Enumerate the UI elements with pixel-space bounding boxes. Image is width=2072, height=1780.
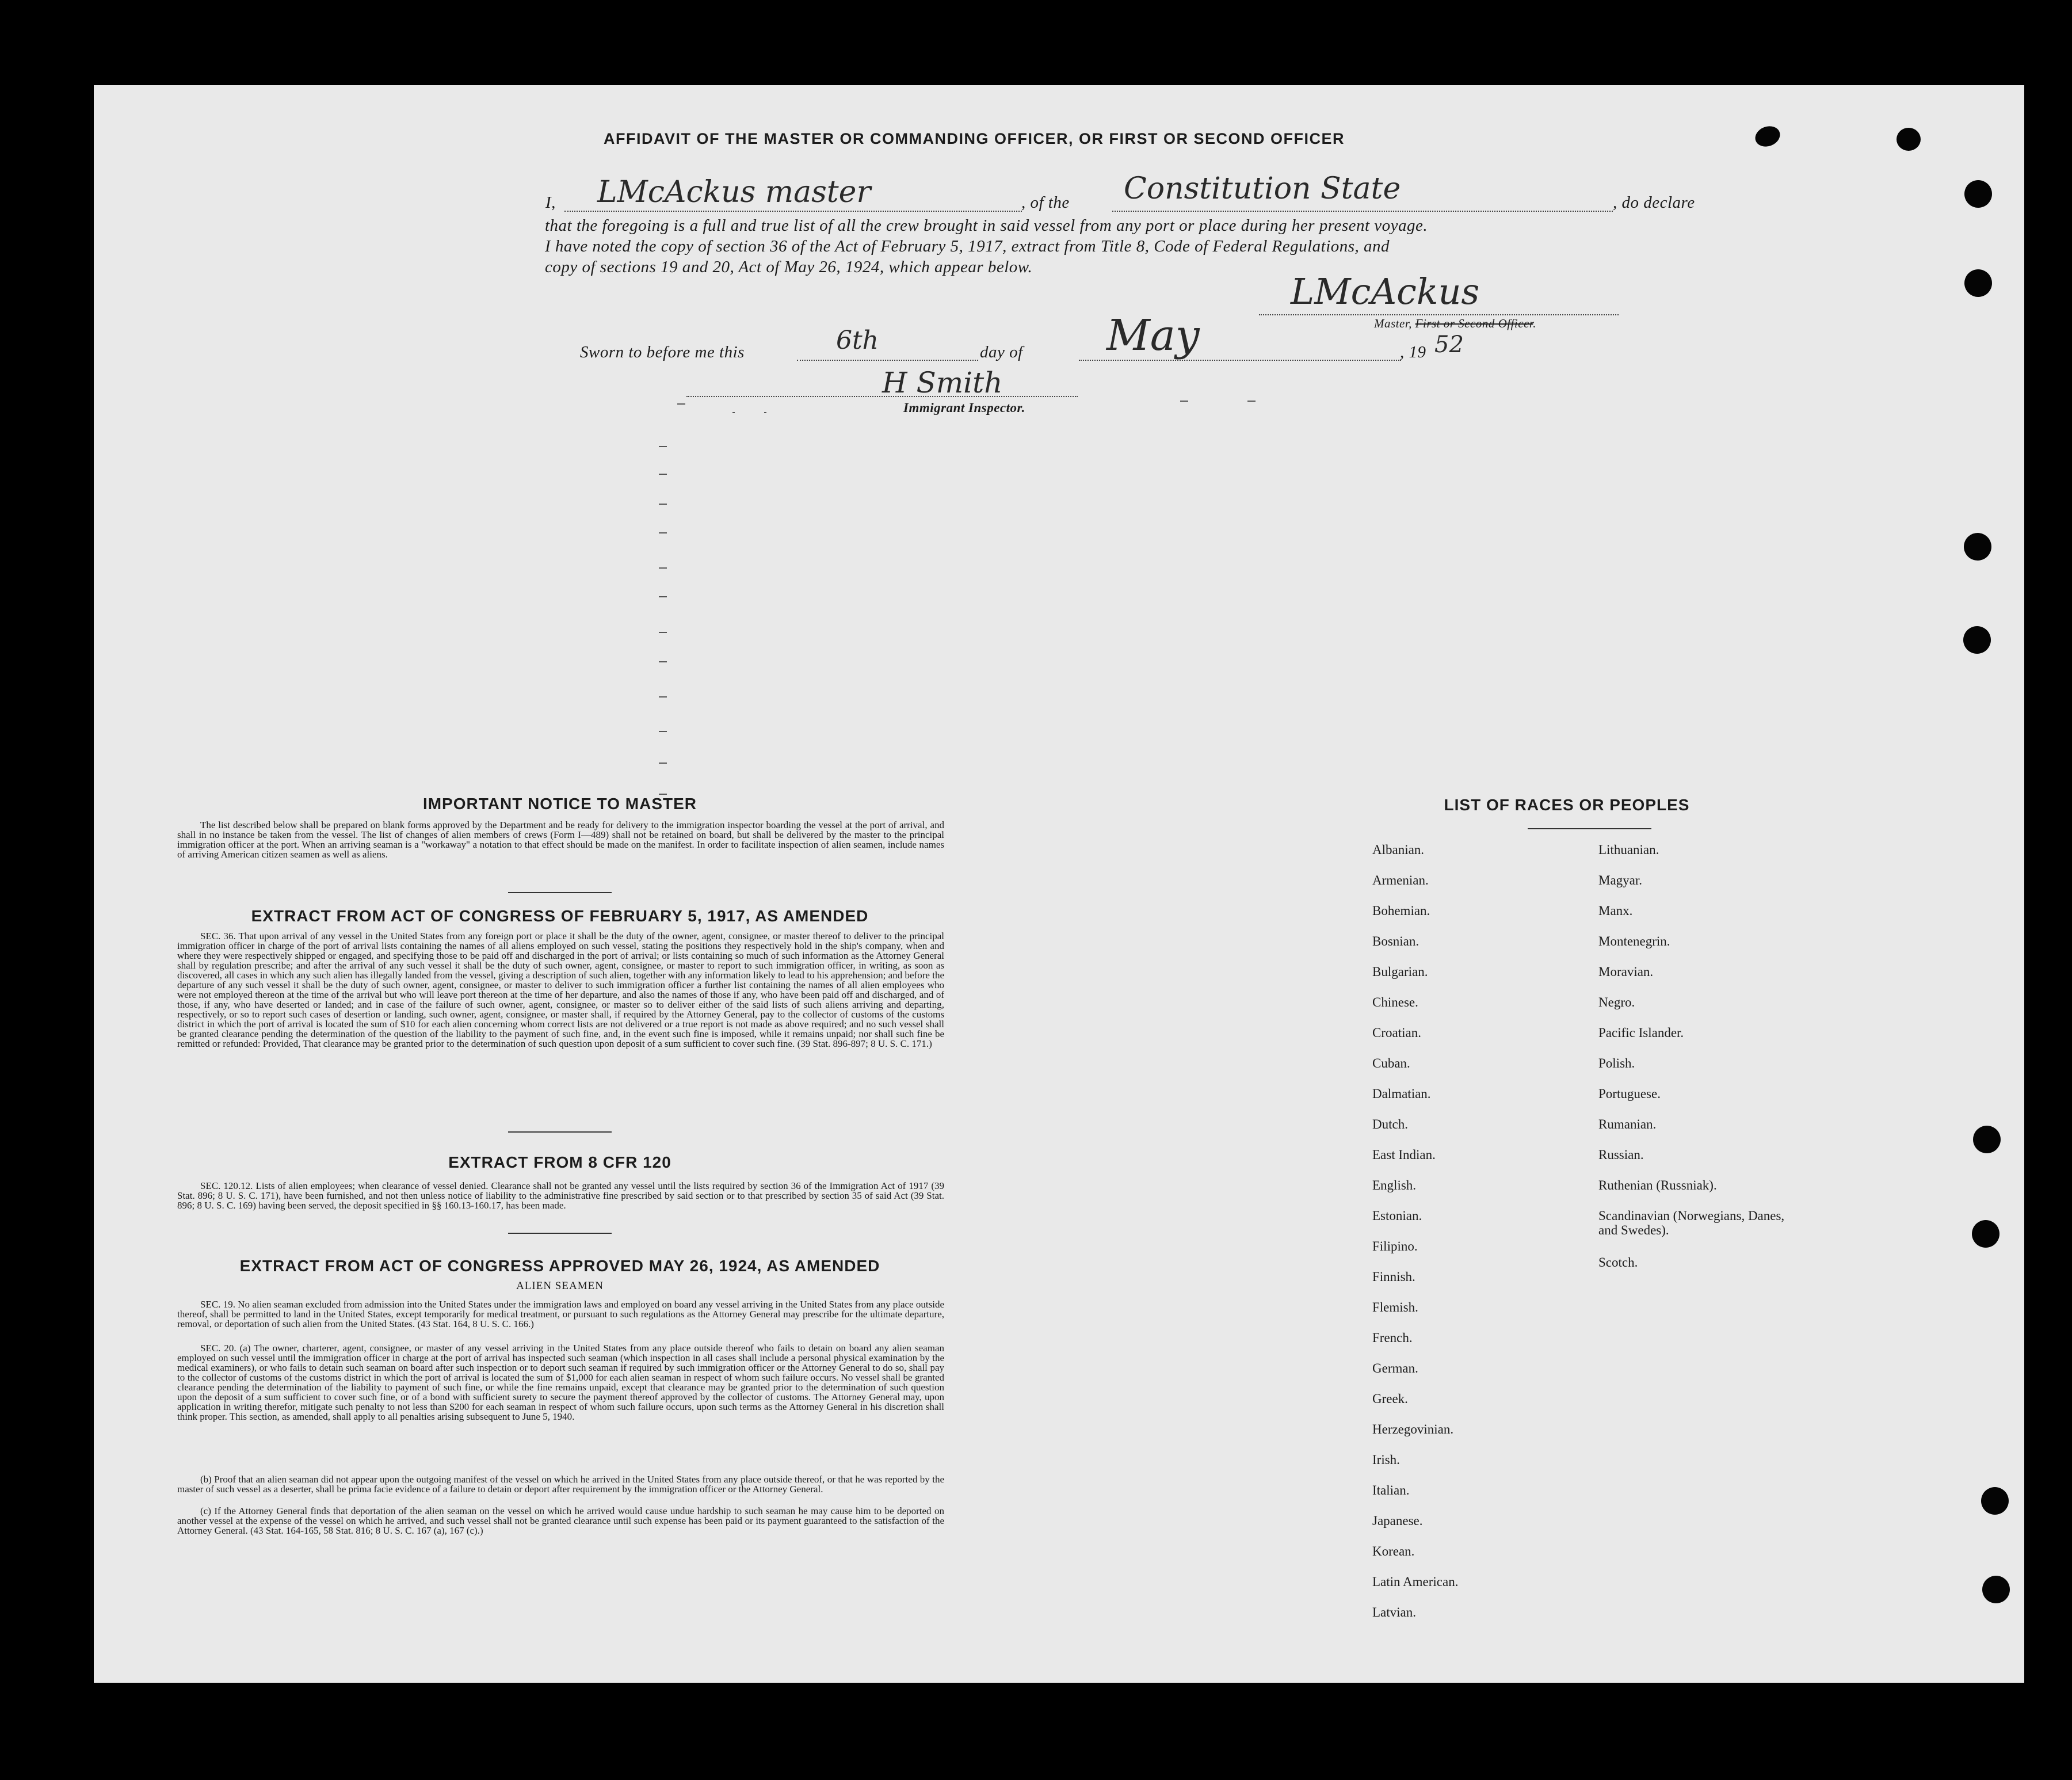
extract-1924-sec20c: (c) If the Attorney General finds that deportation of the alien seaman on the vessel on which he arrived would cause undue hardship to such seaman he may cause him to be deported on another vessel at the expense of the vessel on which he arrived, and such vessel shall not be granted clearance until such expense has been paid or its payment guaranteed to the satisfaction of the Attorney General. (43 Stat. 164-165, 58 Stat. 816; 8 U. S. C. 167 (a), 167 (c).) xyxy=(177,1505,944,1536)
margin-dash xyxy=(732,412,735,413)
affidavit-of-the: , of the xyxy=(1021,193,1070,212)
margin-dash xyxy=(659,504,667,505)
divider-rule xyxy=(1528,828,1651,829)
race-item: Montenegrin. xyxy=(1598,934,1670,948)
race-item: Latin American. xyxy=(1372,1575,1459,1589)
race-item: Italian. xyxy=(1372,1483,1410,1497)
master-signature: LMcAckus xyxy=(1291,270,1480,312)
sworn-label: Sworn to before me this xyxy=(580,343,745,361)
divider-rule xyxy=(508,1131,612,1133)
master-name-handwriting: LMcAckus master xyxy=(597,175,871,209)
inspector-label: Immigrant Inspector. xyxy=(903,401,1025,415)
race-item: Russian. xyxy=(1598,1148,1644,1162)
race-item: Estonian. xyxy=(1372,1209,1422,1223)
race-item: Irish. xyxy=(1372,1453,1400,1467)
race-item: Ruthenian (Russniak). xyxy=(1598,1178,1717,1192)
punch-hole xyxy=(1897,128,1921,151)
inspector-signature: H Smith xyxy=(882,366,1003,399)
race-item: Korean. xyxy=(1372,1544,1415,1558)
extract-1924-subtitle: ALIEN SEAMEN xyxy=(516,1280,604,1292)
affidavit-title: AFFIDAVIT OF THE MASTER OR COMMANDING OFFICER, OR FIRST OR SECOND OFFICER xyxy=(604,130,1345,147)
extract-cfr-title: EXTRACT FROM 8 CFR 120 xyxy=(448,1153,671,1171)
punch-hole xyxy=(1963,626,1991,654)
race-item: Albanian. xyxy=(1372,843,1425,857)
race-item: Bohemian. xyxy=(1372,904,1430,918)
race-item: Finnish. xyxy=(1372,1270,1415,1284)
punch-hole xyxy=(1973,1126,2001,1153)
margin-dash xyxy=(659,596,667,597)
signature-caption-master: Master, xyxy=(1374,317,1412,330)
sworn-day-of: day of xyxy=(980,343,1023,361)
margin-dash xyxy=(764,412,766,413)
notice-text: The list described below shall be prepared on blank forms approved by the Department and be ready for delivery to the immigration inspector boarding the vessel at the port of arrival, and shall in no instance be taken from the vessel. The list of changes of alien members of crews (Form I—489) shall not be retained on board, but shall be delivered by the master to the principal immigration officer at the port. When an arriving seaman is a "workaway" a notation to that effect should be made on the manifest. In order to facilitate inspection of alien seamen, include names of arriving American citizen seamen as well as aliens. xyxy=(177,820,944,860)
margin-dash xyxy=(659,532,667,533)
race-item: Scotch. xyxy=(1598,1255,1638,1270)
punch-hole xyxy=(1981,1487,2009,1515)
vessel-name-line xyxy=(1112,211,1613,212)
race-item: Japanese. xyxy=(1372,1514,1423,1528)
punch-hole xyxy=(1753,123,1783,150)
margin-dash xyxy=(659,446,667,447)
race-item: Dutch. xyxy=(1372,1117,1408,1131)
race-item: Scandinavian (Norwegians, Danes, and Swedes). xyxy=(1598,1209,1785,1237)
margin-dash xyxy=(659,696,667,697)
divider-rule xyxy=(508,1233,612,1234)
race-item: French. xyxy=(1372,1331,1413,1345)
extract-1924-sec20a: SEC. 20. (a) The owner, charterer, agent, consignee, or master of any vessel arriving in the United States from any place outside thereof who fails to detain on board any alien seaman employed on such vessel until the immigration officer in charge at the port of arrival has inspected such seaman (which inspection in all cases shall include a personal physical examination by the medical examiners), or who fails to detain such seaman on board after such inspection or to deport such seaman if required by such immigration officer or the Attorney General to do so, shall pay to the collector of customs of the customs district in which the port of arrival is located the sum of $1,000 for each alien seaman in respect of whom such failure occurs. No vessel shall be granted clearance pending the determination of the liability to payment of such fine, or while the fine remains unpaid, except that clearance may be granted prior to the determination of such question upon the deposit of a sum sufficient to cover such fine, or of a bond with sufficient surety to secure the payment thereof approved by the collector of customs. The Attorney General may, upon application in writing therefor, mitigate such penalty to not less than $200 for each seaman in respect of whom such failure occurs, upon such terms as the Attorney General in his discretion shall think proper. This section, as amended, shall apply to all penalties arising subsequent to June 5, 1940. xyxy=(177,1343,944,1422)
race-item: Bulgarian. xyxy=(1372,965,1428,979)
vessel-name-handwriting: Constitution State xyxy=(1124,171,1401,206)
extract-1924-sec20b: (b) Proof that an alien seaman did not appear upon the outgoing manifest of the vessel on which he arrived in the United States from any place outside thereof, or that he was reported by the master of such vessel as a deserter, shall be prima facie evidence of a failure to detain or deport after requirement by the immigration officer or the Attorney General. xyxy=(177,1474,944,1495)
signature-caption xyxy=(1374,317,1536,331)
sworn-day-handwriting: 6th xyxy=(836,326,879,355)
race-item: Dalmatian. xyxy=(1372,1087,1431,1101)
race-item: Herzegovinian. xyxy=(1372,1422,1454,1436)
race-item: East Indian. xyxy=(1372,1148,1436,1162)
race-item: Manx. xyxy=(1598,904,1633,918)
race-item: Croatian. xyxy=(1372,1026,1421,1040)
sworn-year-handwriting: 52 xyxy=(1434,331,1464,358)
margin-dash xyxy=(659,567,667,569)
sworn-month-handwriting: May xyxy=(1106,311,1200,360)
master-name-line xyxy=(564,211,1022,212)
divider-rule xyxy=(508,892,612,893)
races-title: LIST OF RACES OR PEOPLES xyxy=(1444,796,1690,814)
race-item: Rumanian. xyxy=(1598,1117,1657,1131)
master-signature-line xyxy=(1259,314,1619,315)
punch-hole xyxy=(1964,269,1992,297)
extract-1917-text: SEC. 36. That upon arrival of any vessel in the United States from any foreign port or place it shall be the duty of the owner, agent, consignee, or master thereof to deliver to the principal immigration officer in charge of the port of arrival lists containing the names of all aliens employed on such vessel, stating the positions they respectively hold in the ship's company, when and where they were respectively shipped or engaged, and specifying those to be paid off and discharged in the port of arrival; or lists containing so much of such information as the Attorney General shall by regulation prescribe; and after the arrival of any such vessel it shall be the duty of such owner, agent, consignee, or master to report to such immigration officer, in writing, as soon as discovered, all cases in which any such alien has illegally landed from the vessel, giving a description of such alien, together with any information likely to lead to his apprehension; and before the departure of any such vessel it shall be the duty of such owner, agent, consignee, or master to deliver to such immigration officer a further list containing the names of all alien employees who were not employed thereon at the time of the arrival but who will leave port thereon at the time of her departure, and also the names of those if any, who have been paid off and discharged, and of those, if any, who have deserted or landed; and in case of the failure of such owner, agent, consignee, or master so to deliver either of the said lists of such aliens arriving and departing, respectively, or so to report such cases of desertion or landing, such owner, agent, consignee, or master shall, if required by the Attorney General, pay to the collector of customs of the customs district in which the port of arrival is located the sum of $10 for each alien concerning whom correct lists are not delivered or a true report is not made as above required; and no such vessel shall be granted clearance pending the determination of the question of the liability to the payment of such fine, and, in the event such fine is imposed, while it remains unpaid; nor shall such fine be remitted or refunded: Provided, That clearance may be granted prior to the determination of such question upon deposit of a sum sufficient to cover such fine. (39 Stat. 896-897; 8 U. S. C. 171.) xyxy=(177,931,944,1049)
margin-dash xyxy=(659,763,667,764)
margin-dash xyxy=(1247,401,1256,402)
margin-dash xyxy=(659,731,667,732)
race-item: Greek. xyxy=(1372,1392,1408,1406)
punch-hole xyxy=(1972,1220,2000,1248)
affidavit-do-declare: , do declare xyxy=(1613,193,1695,212)
race-item: Flemish. xyxy=(1372,1300,1418,1314)
punch-hole xyxy=(1982,1576,2010,1603)
margin-dash xyxy=(659,632,667,633)
punch-hole xyxy=(1964,180,1992,208)
extract-cfr-text: SEC. 120.12. Lists of alien employees; when clearance of vessel denied. Clearance shall not be granted any vessel until the lists required by section 36 of the Immigration Act of 1917 (39 Stat. 896; 8 U. S. C. 171), have been furnished, and not then unless notice of liability to the administrative fine prescribed by said section or to that prescribed by section 35 of said Act (39 Stat. 896; 8 U. S. C. 169) having been served, the deposit specified in §§ 160.13-160.17, has been made. xyxy=(177,1180,944,1211)
extract-1924-sec19: SEC. 19. No alien seaman excluded from admission into the United States under the immigration laws and employed on board any vessel arriving in the United States from any place outside thereof, shall be permitted to land in the United States, except temporarily for medical treatment, or pursuant to such regulations as the Attorney General may prescribe for the ultimate departure, removal, or deportation of such alien from the United States. (43 Stat. 164, 8 U. S. C. 166.) xyxy=(177,1299,944,1329)
affidavit-line-3: I have noted the copy of section 36 of the Act of February 5, 1917, extract from Title 8, Code of Federal Regulations, and xyxy=(545,237,1390,256)
race-item: German. xyxy=(1372,1361,1418,1375)
race-item: Portuguese. xyxy=(1598,1087,1661,1101)
race-item: Pacific Islander. xyxy=(1598,1026,1684,1040)
race-item: Latvian. xyxy=(1372,1605,1416,1619)
race-item: Bosnian. xyxy=(1372,934,1420,948)
margin-dash xyxy=(659,661,667,662)
margin-dash xyxy=(677,403,685,405)
notice-title: IMPORTANT NOTICE TO MASTER xyxy=(422,795,697,813)
race-item: Filipino. xyxy=(1372,1239,1418,1253)
extract-1917-title: EXTRACT FROM ACT OF CONGRESS OF FEBRUARY 5, 1917, AS AMENDED xyxy=(251,907,869,925)
signature-caption-struck: First or Second Officer xyxy=(1415,317,1533,330)
margin-dash xyxy=(1180,401,1188,402)
race-item: Chinese. xyxy=(1372,995,1418,1009)
race-item: Magyar. xyxy=(1598,873,1643,887)
race-item: English. xyxy=(1372,1178,1417,1192)
signature-caption-end: . xyxy=(1533,317,1536,330)
affidavit-line-4: copy of sections 19 and 20, Act of May 26, 1924, which appear below. xyxy=(545,258,1033,276)
race-item: Armenian. xyxy=(1372,873,1429,887)
race-item: Polish. xyxy=(1598,1056,1635,1070)
sworn-day-line xyxy=(797,360,978,361)
affidavit-i: I, xyxy=(545,193,556,212)
race-item: Cuban. xyxy=(1372,1056,1410,1070)
document-page xyxy=(94,85,2024,1683)
punch-hole xyxy=(1964,533,1991,561)
race-item: Lithuanian. xyxy=(1598,843,1659,857)
margin-dash xyxy=(659,474,667,475)
race-item: Negro. xyxy=(1598,995,1635,1009)
sworn-year-prefix: , 19 xyxy=(1400,343,1426,361)
extract-1924-title: EXTRACT FROM ACT OF CONGRESS APPROVED MAY 26, 1924, AS AMENDED xyxy=(239,1257,880,1275)
race-item: Moravian. xyxy=(1598,965,1654,979)
affidavit-line-2: that the foregoing is a full and true list of all the crew brought in said vessel from any port or place during her present voyage. xyxy=(545,216,1428,235)
